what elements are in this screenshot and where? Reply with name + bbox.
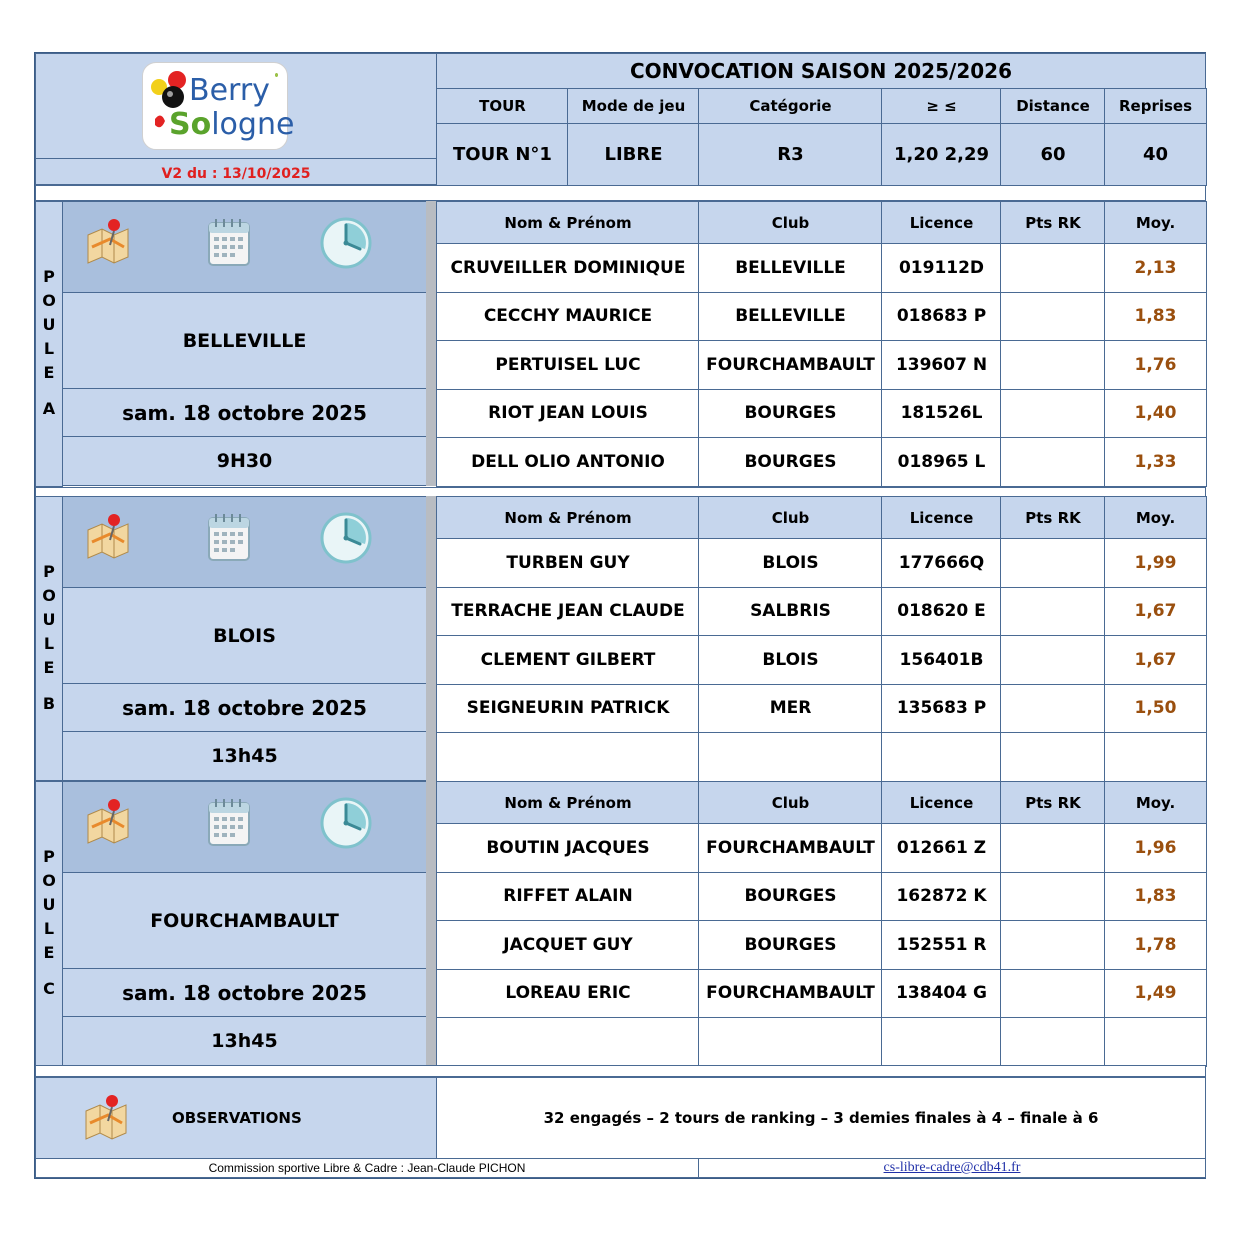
player-average: 1,67: [1104, 635, 1207, 685]
player-average: 1,83: [1104, 872, 1207, 922]
player-licence: 018620 E: [881, 587, 1002, 637]
logo-berry: Berry: [189, 73, 270, 108]
player-licence: 181526L: [881, 389, 1002, 439]
player-club: BLOIS: [698, 635, 883, 685]
player-name: PERTUISEL LUC: [436, 340, 700, 390]
observations-spacer: [35, 1065, 1206, 1077]
player-pts: [1000, 920, 1106, 970]
footer-email-cell: [698, 1158, 1206, 1178]
player-name: CLEMENT GILBERT: [436, 635, 700, 685]
player-name: TERRACHE JEAN CLAUDE: [436, 587, 700, 637]
map-pin-icon: [84, 512, 136, 564]
header-column-label: ≥ ≤: [881, 88, 1002, 124]
player-pts: [1000, 635, 1106, 685]
player-name: DELL OLIO ANTONIO: [436, 437, 700, 487]
player-pts: [1000, 684, 1106, 734]
player-club: FOURCHAMBAULT: [698, 340, 883, 390]
player-club: FOURCHAMBAULT: [698, 969, 883, 1019]
clock-icon: [320, 512, 372, 564]
header-spacer: [35, 185, 1206, 201]
player-pts: [1000, 292, 1106, 342]
player-average: 1,33: [1104, 437, 1207, 487]
player-licence: 018965 L: [881, 437, 1002, 487]
poule-letter: L: [43, 919, 55, 938]
poule-time: 13h45: [62, 1016, 427, 1066]
poule-letter: P: [43, 562, 55, 581]
version-label: V2 du : 13/10/2025: [35, 158, 437, 185]
poule-time: 13h45: [62, 731, 427, 781]
table-header-cell: Nom & Prénom: [436, 496, 700, 539]
header-column-value: 40: [1104, 123, 1207, 186]
player-average: 1,78: [1104, 920, 1207, 970]
poule-id: A: [42, 399, 56, 418]
player-club: BOURGES: [698, 872, 883, 922]
poule-letter: E: [43, 658, 55, 677]
poule-location: BELLEVILLE: [62, 292, 427, 389]
player-licence: 162872 K: [881, 872, 1002, 922]
footer-commission: Commission sportive Libre & Cadre : Jean-Claude PICHON: [35, 1158, 699, 1178]
player-average: 1,67: [1104, 587, 1207, 637]
table-header-cell: Licence: [881, 496, 1002, 539]
player-name: LOREAU ERIC: [436, 969, 700, 1019]
logo-sologne: [169, 107, 294, 142]
table-header-cell: Moy.: [1104, 496, 1207, 539]
poule-location: BLOIS: [62, 587, 427, 684]
player-name: [436, 732, 700, 782]
poule-id: C: [43, 979, 55, 998]
calendar-icon: [206, 512, 258, 564]
player-club: BOURGES: [698, 437, 883, 487]
player-average: 2,13: [1104, 243, 1207, 293]
player-average: 1,96: [1104, 823, 1207, 873]
player-name: RIFFET ALAIN: [436, 872, 700, 922]
player-name: TURBEN GUY: [436, 538, 700, 588]
player-pts: [1000, 969, 1106, 1019]
player-club: BELLEVILLE: [698, 292, 883, 342]
player-name: JACQUET GUY: [436, 920, 700, 970]
player-club: BOURGES: [698, 389, 883, 439]
player-average: 1,99: [1104, 538, 1207, 588]
table-header-cell: Licence: [881, 781, 1002, 824]
player-name: [436, 1017, 700, 1067]
player-average: 1,50: [1104, 684, 1207, 734]
player-name: BOUTIN JACQUES: [436, 823, 700, 873]
player-club: BELLEVILLE: [698, 243, 883, 293]
player-pts: [1000, 1017, 1106, 1067]
player-pts: [1000, 872, 1106, 922]
player-club: SALBRIS: [698, 587, 883, 637]
header-column-value: LIBRE: [567, 123, 700, 186]
player-licence: [881, 732, 1002, 782]
player-licence: 139607 N: [881, 340, 1002, 390]
player-club: [698, 1017, 883, 1067]
table-header-cell: Licence: [881, 201, 1002, 244]
poule-letter: L: [43, 339, 55, 358]
player-licence: 012661 Z: [881, 823, 1002, 873]
player-pts: [1000, 538, 1106, 588]
column-separator: [426, 201, 436, 486]
calendar-icon: [206, 797, 258, 849]
player-licence: 019112D: [881, 243, 1002, 293]
player-average: [1104, 1017, 1207, 1067]
poule-letter: O: [42, 291, 56, 310]
poule-location: FOURCHAMBAULT: [62, 872, 427, 969]
map-pin-icon: [84, 797, 136, 849]
player-average: 1,49: [1104, 969, 1207, 1019]
column-separator: [426, 496, 436, 781]
poule-time: 9H30: [62, 436, 427, 486]
player-average: 1,76: [1104, 340, 1207, 390]
table-header-cell: Club: [698, 496, 883, 539]
calendar-icon: [206, 217, 258, 269]
table-header-cell: Pts RK: [1000, 496, 1106, 539]
header-column-label: Mode de jeu: [567, 88, 700, 124]
clock-icon: [320, 217, 372, 269]
clock-icon: [320, 797, 372, 849]
player-licence: [881, 1017, 1002, 1067]
poule-letter: O: [42, 586, 56, 605]
table-header-cell: Club: [698, 201, 883, 244]
player-club: FOURCHAMBAULT: [698, 823, 883, 873]
poule-letter: E: [43, 363, 55, 382]
poule-id: B: [42, 694, 56, 713]
player-licence: 135683 P: [881, 684, 1002, 734]
header-column-value: 60: [1000, 123, 1106, 186]
poule-letter: E: [43, 943, 55, 962]
column-separator: [426, 781, 436, 1066]
logo-so: So: [169, 107, 212, 142]
footer-email-link[interactable]: cs-libre-cadre@cdb41.fr: [883, 1160, 1021, 1175]
table-header-cell: Pts RK: [1000, 781, 1106, 824]
player-pts: [1000, 437, 1106, 487]
poule-date: sam. 18 octobre 2025: [62, 683, 427, 732]
observations-text: 32 engagés – 2 tours de ranking – 3 demies finales à 4 – finale à 6: [436, 1077, 1206, 1159]
map-pin-icon: [82, 1093, 132, 1143]
header-column-value: TOUR N°1: [436, 123, 569, 186]
logo-logne: logne: [211, 107, 295, 142]
poule-letter: O: [42, 871, 56, 890]
player-name: CECCHY MAURICE: [436, 292, 700, 342]
poule-letter: L: [43, 634, 55, 653]
player-average: 1,83: [1104, 292, 1207, 342]
player-pts: [1000, 389, 1106, 439]
player-licence: 018683 P: [881, 292, 1002, 342]
player-name: RIOT JEAN LOUIS: [436, 389, 700, 439]
map-pin-icon: [84, 217, 136, 269]
table-header-cell: Moy.: [1104, 201, 1207, 244]
player-licence: 156401B: [881, 635, 1002, 685]
header-column-value: R3: [698, 123, 883, 186]
observations-label: OBSERVATIONS: [172, 1109, 302, 1127]
poule-letter: P: [43, 267, 55, 286]
poule-date: sam. 18 octobre 2025: [62, 968, 427, 1017]
player-club: BLOIS: [698, 538, 883, 588]
header-column-label: TOUR: [436, 88, 569, 124]
player-licence: 138404 G: [881, 969, 1002, 1019]
table-header-cell: Pts RK: [1000, 201, 1106, 244]
berry-sologne-logo: [142, 62, 295, 150]
poule-letter: U: [42, 610, 56, 629]
page-title: CONVOCATION SAISON 2025/2026: [436, 53, 1206, 89]
poule-letter: P: [43, 847, 55, 866]
poule-letter: U: [42, 895, 56, 914]
player-licence: 152551 R: [881, 920, 1002, 970]
player-pts: [1000, 732, 1106, 782]
player-average: 1,40: [1104, 389, 1207, 439]
player-club: BOURGES: [698, 920, 883, 970]
player-pts: [1000, 587, 1106, 637]
player-pts: [1000, 340, 1106, 390]
table-header-cell: Nom & Prénom: [436, 781, 700, 824]
table-header-cell: Club: [698, 781, 883, 824]
player-average: [1104, 732, 1207, 782]
header-column-label: Distance: [1000, 88, 1106, 124]
header-column-label: Reprises: [1104, 88, 1207, 124]
player-name: CRUVEILLER DOMINIQUE: [436, 243, 700, 293]
player-pts: [1000, 823, 1106, 873]
table-header-cell: Moy.: [1104, 781, 1207, 824]
player-licence: 177666Q: [881, 538, 1002, 588]
header-column-value: 1,20 2,29: [881, 123, 1002, 186]
player-club: [698, 732, 883, 782]
poule-date: sam. 18 octobre 2025: [62, 388, 427, 437]
header-column-label: Catégorie: [698, 88, 883, 124]
player-pts: [1000, 243, 1106, 293]
poule-letter: U: [42, 315, 56, 334]
table-header-cell: Nom & Prénom: [436, 201, 700, 244]
player-club: MER: [698, 684, 883, 734]
player-name: SEIGNEURIN PATRICK: [436, 684, 700, 734]
